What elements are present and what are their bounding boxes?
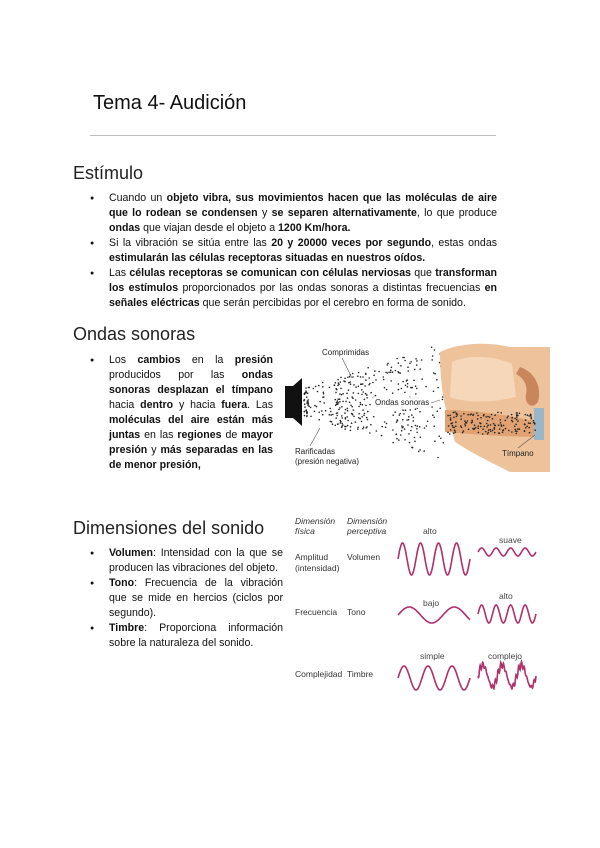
ondas-bullet: ● Los cambios en la presión producidos por las ondas sonoras desplazan el tímpano hacia dentro y hacia fuera. Las moléculas del aire están más juntas en las regiones de mayor presión y más separadas en las de menor presión, bbox=[89, 353, 273, 473]
row1-physical-1: Amplitud bbox=[295, 552, 329, 562]
row3-perceptual: Timbre bbox=[347, 669, 374, 679]
estimulo-bullet-1: ● Cuando un objeto vibra, sus movimientos hacen que las moléculas de aire que lo rodean se condensen y se separen alternativamente, lo que produce ondas que viajan desde el objeto a 1200 Km/hora. bbox=[89, 191, 497, 236]
wave-label-simple: simple bbox=[420, 651, 445, 661]
row1-perceptual: Volumen bbox=[347, 552, 381, 562]
speaker-cone bbox=[293, 378, 302, 426]
estimulo-list bbox=[89, 191, 497, 311]
label-compressed: Comprimidas bbox=[322, 348, 370, 357]
header-perceptual-2: perceptiva bbox=[347, 526, 387, 536]
wave-amplitude-high bbox=[398, 543, 470, 575]
wave-frequency-high bbox=[478, 605, 536, 623]
dimensiones-list bbox=[89, 546, 283, 651]
wave-amplitude-low bbox=[478, 548, 536, 556]
header-physical-1: Dimensión bbox=[295, 516, 336, 526]
label-sound-waves: Ondas sonoras bbox=[375, 398, 430, 407]
row3-physical: Complejidad bbox=[295, 669, 343, 679]
row1-physical-2: (intensidad) bbox=[295, 563, 340, 573]
section-heading-ondas: Ondas sonoras bbox=[73, 324, 196, 344]
wave-label-alto-tone: alto bbox=[499, 591, 513, 601]
estimulo-bullet-3: ● Las células receptoras se comunican con células nerviosas que transforman los estímulos proporcionados por las ondas sonoras a distintas frecuencias en señales eléctricas que serán percibidas por el cerebro en forma de sonido. bbox=[89, 266, 497, 311]
wave-frequency-low bbox=[398, 607, 470, 623]
dimension-volumen: ● Volumen: Intensidad con la que se producen las vibraciones del objeto. bbox=[89, 546, 283, 576]
wave-label-alto-volume: alto bbox=[423, 526, 437, 536]
section-heading-dimensiones: Dimensiones del sonido bbox=[73, 518, 265, 538]
title-divider bbox=[90, 135, 496, 136]
sound-wave-ear-figure bbox=[280, 342, 550, 477]
header-physical-2: física bbox=[295, 526, 315, 536]
wave-label-complejo: complejo bbox=[488, 651, 523, 661]
estimulo-bullet-2: ● Si la vibración se sitúa entre las 20 y 20000 veces por segundo, estas ondas estimularán las células receptoras situadas en nuestros oídos. bbox=[89, 236, 497, 266]
label-rarefied-sub: (presión negativa) bbox=[295, 457, 360, 466]
row2-perceptual: Tono bbox=[347, 607, 366, 617]
row2-physical: Frecuencia bbox=[295, 607, 338, 617]
wave-timbre-simple bbox=[398, 666, 470, 690]
page-title: Tema 4- Audición bbox=[93, 92, 247, 114]
wave-label-bajo: bajo bbox=[423, 598, 440, 608]
ear-outer bbox=[450, 357, 516, 402]
label-rarefied: Rarificadas bbox=[295, 447, 336, 456]
header-perceptual-1: Dimensión bbox=[347, 516, 388, 526]
sound-dimensions-table bbox=[292, 512, 552, 700]
speaker-body bbox=[285, 386, 293, 418]
ondas-list bbox=[89, 353, 273, 473]
dimension-tono: ● Tono: Frecuencia de la vibración que se mide en hercios (ciclos por segundo). bbox=[89, 576, 283, 621]
wave-label-suave: suave bbox=[499, 535, 522, 545]
dimension-timbre: ● Timbre: Proporciona información sobre la naturaleza del sonido. bbox=[89, 621, 283, 651]
section-heading-estimulo: Estímulo bbox=[73, 163, 144, 183]
wave-timbre-complex bbox=[478, 662, 536, 689]
label-eardrum: Tímpano bbox=[502, 449, 534, 458]
